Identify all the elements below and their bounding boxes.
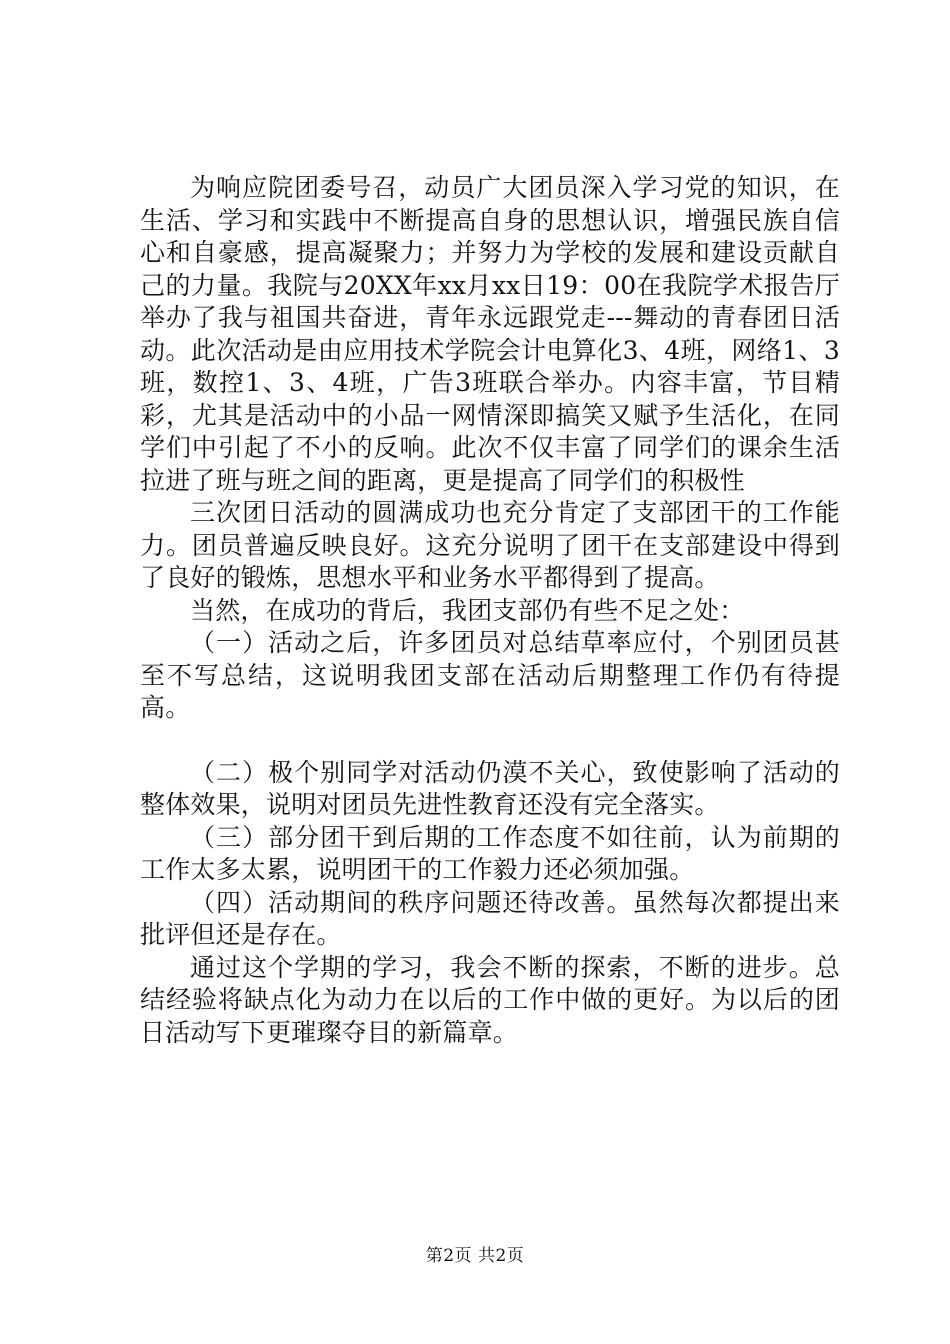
- paragraph-success-summary: 三次团日活动的圆满成功也充分肯定了支部团干的工作能力。团员普遍反映良好。这充分说明了团干在支部建设中得到了良好的锻炼，思想水平和业务水平都得到了提高。: [140, 498, 840, 592]
- document-body: [140, 172, 840, 1049]
- paragraph-conclusion: 通过这个学期的学习，我会不断的探索，不断的进步。总结经验将缺点化为动力在以后的工作中做的更好。为以后的团日活动写下更璀璨夺目的新篇章。: [140, 952, 840, 1047]
- paragraph-activity-report: 为响应院团委号召，动员广大团员深入学习党的知识，在生活、学习和实践中不断提高自身的思想认识，增强民族自信心和自豪感，提高凝聚力；并努力为学校的发展和建设贡献自己的力量。我院与20XX年xx月xx日19：00在我院学术报告厅举办了我与祖国共奋进，青年永远跟党走---舞动的青春团日活动。此次活动是由应用技术学院会计电算化3、4班，网络1、3班，数控1、3、4班，广告3班联合举办。内容丰富，节目精彩，尤其是活动中的小品一网情深即搞笑又赋予生活化，在同学们中引起了不小的反响。此次不仅丰富了同学们的课余生活拉进了班与班之间的距离，更是提高了同学们的积极性: [140, 173, 840, 495]
- page-number-footer: 第2页 共2页: [425, 1246, 525, 1266]
- paragraph-shortcoming-3: （三）部分团干到后期的工作态度不如往前，认为前期的工作太多太累，说明团干的工作毅力还必须加强。: [140, 822, 840, 884]
- paragraph-shortcoming-4: （四）活动期间的秩序问题还待改善。虽然每次都提出来批评但还是存在。: [140, 887, 840, 949]
- paragraph-shortcoming-1: （一）活动之后，许多团员对总结草率应付，个别团员甚至不写总结，这说明我团支部在活动后期整理工作仍有待提高。: [140, 628, 840, 722]
- paragraph-shortcomings-intro: 当然，在成功的背后，我团支部仍有些不足之处：: [190, 595, 745, 625]
- paragraph-shortcoming-2: （二）极个别同学对活动仍漠不关心，致使影响了活动的整体效果，说明对团员先进性教育还没有完全落实。: [140, 757, 840, 819]
